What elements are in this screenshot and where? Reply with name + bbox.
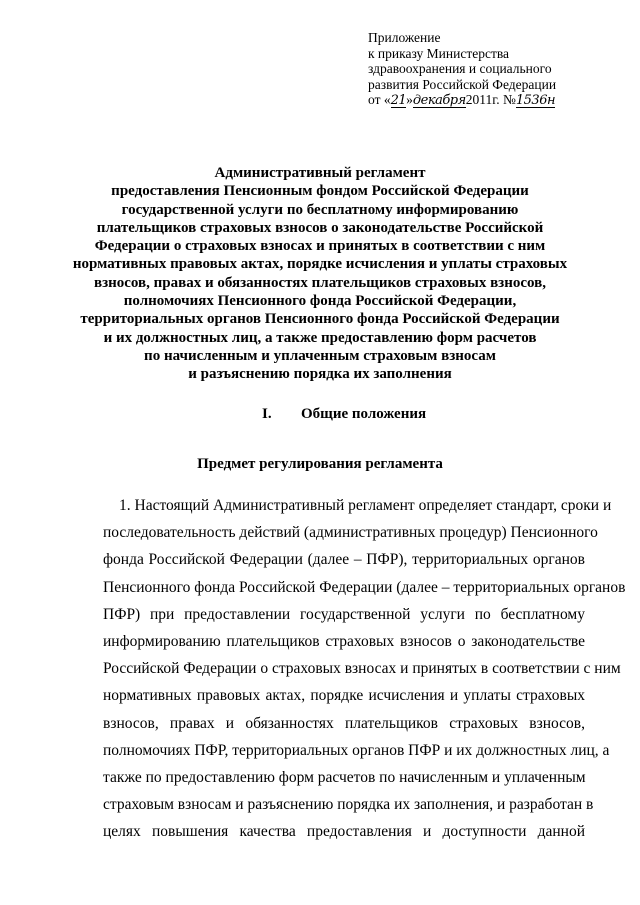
paragraph-line: информированию плательщиков страховых взносов о законодательстве [103, 633, 585, 651]
title-line: Административный регламент [214, 165, 426, 181]
attachment-block [368, 30, 608, 108]
title-line: и их должностных лиц, а также предоставлению форм расчетов [103, 329, 537, 346]
subsection-heading: Предмет регулирования регламента [197, 456, 443, 472]
title-line: территориальных органов Пенсионного фонда Российской Федерации [80, 311, 560, 328]
paragraph-line: полномочиях ПФР, территориальных органов ПФР и их должностных лиц, а [103, 741, 610, 759]
paragraph-line: нормативных правовых актах, порядке исчисления и уплаты страховых [103, 687, 585, 705]
attachment-line: развития Российской Федерации [368, 76, 557, 92]
title-line: взносов, правах и обязанностях плательщиков страховых взносов, [94, 274, 546, 291]
paragraph-line: страховым взносам и разъяснению порядка их заполнения, и разработан в [103, 796, 594, 814]
paragraph-line: 1. Настоящий Административный регламент определяет стандарт, сроки и [119, 497, 612, 514]
date-year: 2011г. № [465, 92, 516, 107]
paragraph-line: Российской Федерации о страховых взносах и принятых в соответствии с ним [103, 660, 621, 678]
attachment-line: Приложение [368, 30, 441, 45]
paragraph-line: также по предоставлению форм расчетов по начисленным и уплаченным [103, 769, 586, 787]
regulation-title [60, 164, 580, 384]
attachment-line: здравоохранения и социального [368, 61, 552, 76]
order-date-line [368, 92, 608, 108]
title-line: Федерации о страховых взносах и принятых в соответствии с ним [94, 238, 546, 255]
title-line: нормативных правовых актах, порядке исчисления и уплаты страховых [72, 256, 568, 273]
handwritten-order-number: 1536н [515, 93, 556, 108]
title-line: предоставления Пенсионным фондом Российской Федерации [111, 183, 529, 200]
paragraph-line: целях повышения качества предоставления и доступности данной [103, 823, 585, 841]
title-line: государственной услуги по бесплатному информированию [121, 201, 519, 218]
paragraph-line: фонда Российской Федерации (далее – ПФР), территориальных органов [103, 551, 585, 569]
date-prefix: от « [368, 92, 391, 107]
body-text [103, 492, 626, 846]
handwritten-month: декабря [412, 93, 466, 108]
paragraph-line: ПФР) при предоставлении государственной услуги по бесплатному [103, 605, 585, 623]
date-quote: » [406, 92, 413, 107]
title-line: плательщиков страховых взносов о законодательстве Российской [96, 219, 544, 236]
title-line: и разъяснению порядка их заполнения [188, 366, 452, 383]
title-line: полномочиях Пенсионного фонда Российской Федерации, [123, 293, 517, 310]
paragraph-line: последовательность действий (административных процедур) Пенсионного [103, 524, 598, 542]
section-title: Общие положения [301, 406, 427, 422]
title-line: по начисленным и уплаченным страховым взносам [144, 347, 496, 364]
handwritten-day: 21 [390, 93, 407, 108]
attachment-line: к приказу Министерства [368, 45, 510, 61]
paragraph-line: взносов, правах и обязанностях плательщиков страховых взносов, [103, 714, 585, 732]
paragraph-line: Пенсионного фонда Российской Федерации (далее – территориальных органов [103, 578, 626, 596]
section-number: I. [262, 406, 272, 422]
